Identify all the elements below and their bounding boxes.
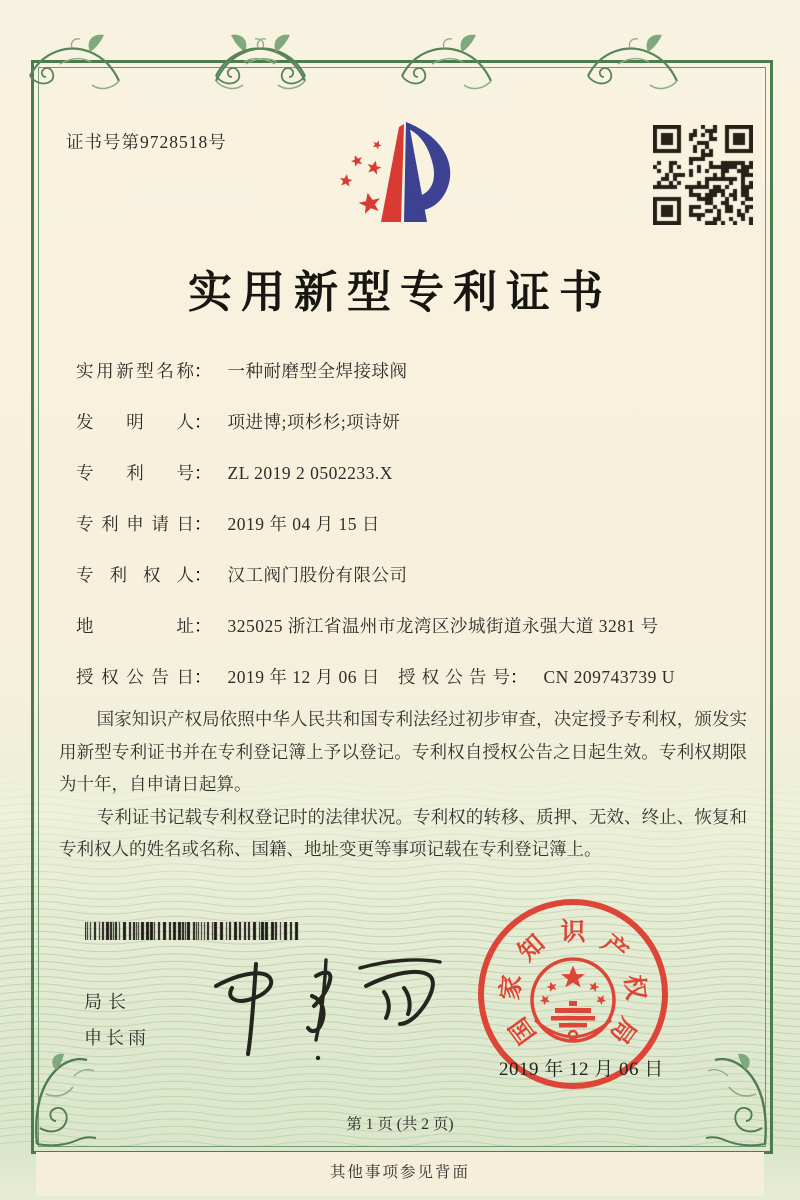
field-value: 项进博;项杉杉;项诗妍 [227, 412, 401, 432]
commissioner-signature [198, 952, 448, 1064]
svg-text:家: 家 [497, 973, 527, 1002]
svg-text:国: 国 [504, 1012, 542, 1049]
commissioner-title: 局长 [84, 992, 132, 1012]
commissioner-name: 申长雨 [84, 1028, 150, 1048]
certificate-number-prefix: 证书号第 [66, 132, 140, 152]
svg-text:局: 局 [604, 1012, 642, 1049]
field-label: 专利号 [76, 463, 194, 483]
qr-code [653, 125, 753, 225]
field-list [76, 358, 736, 715]
svg-text:知: 知 [513, 929, 551, 967]
legal-paragraph-2: 专利证书记载专利权登记时的法律状况。专利权的转移、质押、无效、终止、恢复和专利权人的姓名或名称、国籍、地址变更等事项记载在专利登记簿上。 [59, 806, 747, 859]
field-colon: ： [194, 514, 212, 534]
field-colon: ： [194, 667, 212, 687]
seal-text [496, 918, 650, 1049]
field-label: 地址 [76, 616, 194, 636]
page-number: 第 1 页 (共 2 页) [346, 1116, 454, 1133]
bottom-right-flourish [682, 1052, 772, 1150]
field-patent-number [76, 460, 736, 511]
field-patentee [76, 562, 736, 613]
field-value: CN 209743739 U [543, 667, 675, 687]
field-colon: ： [194, 463, 212, 483]
bottom-left-flourish [30, 1052, 120, 1150]
certificate-number-digits: 9728518 [140, 132, 209, 152]
svg-text:产: 产 [595, 929, 633, 967]
field-colon: ： [194, 361, 212, 381]
field-grant-publication-number [398, 664, 675, 690]
seal-date: 2019 年 12 月 06 日 [499, 1059, 664, 1080]
certificate-number [66, 129, 227, 154]
field-colon: ： [194, 616, 212, 636]
field-value: 2019 年 04 月 15 日 [227, 514, 380, 534]
field-label: 授权公告号 [398, 667, 510, 687]
field-value: ZL 2019 2 0502233.X [227, 463, 393, 483]
field-label: 实用新型名称 [76, 361, 194, 381]
logo-red-wedge [381, 124, 404, 222]
back-side-note: 其他事项参见背面 [329, 1164, 470, 1181]
seal-national-emblem [532, 959, 614, 1041]
field-label: 专利申请日 [76, 514, 194, 534]
legal-paragraph-1: 国家知识产权局依照中华人民共和国专利法经过初步审查，决定授予专利权，颁发实用新型专利证书并在专利登记簿上予以登记。专利权自授权公告之日起生效。专利权期限为十年，自申请日起算。 [59, 709, 747, 794]
field-value: 汉工阀门股份有限公司 [227, 565, 408, 585]
barcode [85, 922, 299, 940]
field-value: 2019 年 12 月 06 日 [227, 667, 380, 687]
certificate-number-suffix: 号 [208, 132, 227, 152]
field-address [76, 613, 736, 664]
field-label: 授权公告日 [76, 667, 194, 687]
legal-text [59, 703, 747, 866]
field-label: 发明人 [76, 412, 194, 432]
field-colon: ： [510, 667, 528, 687]
field-label: 专利权人 [76, 565, 194, 585]
field-inventors [76, 409, 736, 460]
field-colon: ： [194, 412, 212, 432]
logo-stars [339, 139, 383, 215]
top-flourish-border [28, 28, 772, 94]
cnipa-logo-icon [333, 99, 478, 235]
svg-text:权: 权 [619, 973, 649, 1002]
field-utility-model-name [76, 358, 736, 409]
field-value: 325025 浙江省温州市龙湾区沙城街道永强大道 3281 号 [227, 616, 659, 636]
svg-text:识: 识 [560, 919, 586, 946]
document-title: 实用新型专利证书 [188, 268, 612, 317]
field-filing-date [76, 511, 736, 562]
field-colon: ： [194, 565, 212, 585]
field-value: 一种耐磨型全焊接球阀 [227, 361, 408, 381]
